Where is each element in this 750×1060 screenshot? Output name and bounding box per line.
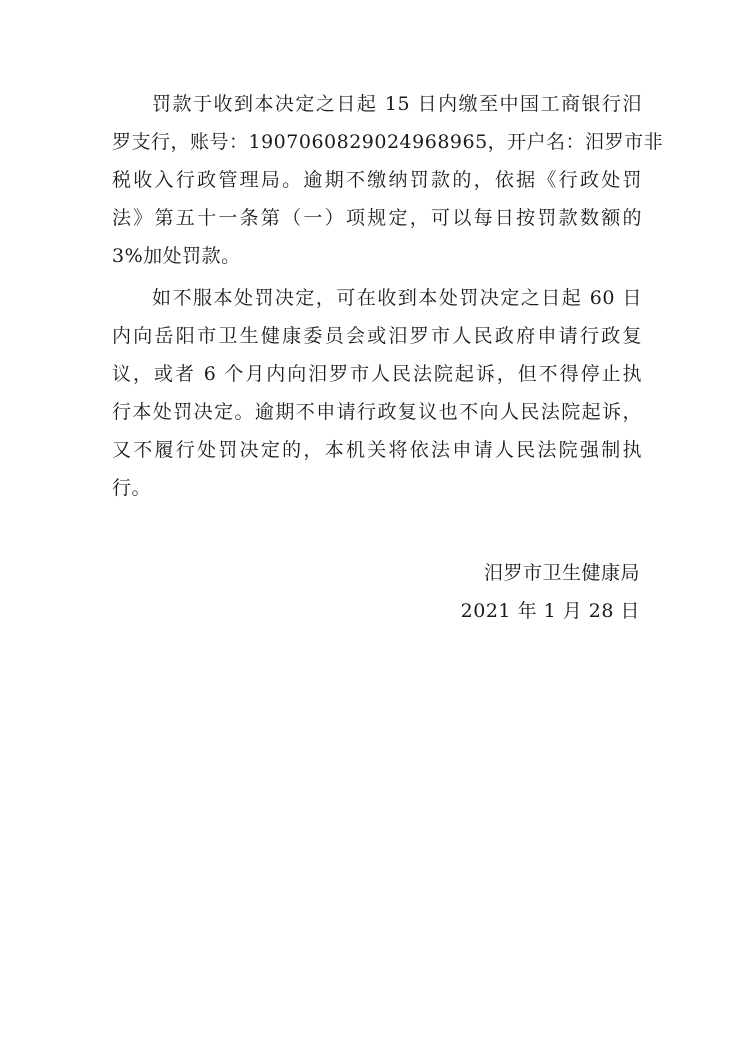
paragraph-2-line-6: 行。	[112, 477, 152, 499]
paragraph-1-line-1: 罚款于收到本决定之日起 15 日内缴至中国工商银行汨	[152, 93, 642, 115]
paragraph-1-line-3: 税收入行政管理局。逾期不缴纳罚款的，依据《行政处罚	[112, 169, 642, 191]
issuer-name: 汨罗市卫生健康局	[483, 562, 640, 584]
paragraph-2-line-5: 又不履行处罚决定的，本机关将依法申请人民法院强制执	[112, 439, 642, 461]
paragraph-1-line-4: 法》第五十一条第（一）项规定，可以每日按罚款数额的	[112, 207, 642, 229]
paragraph-2-line-2: 内向岳阳市卫生健康委员会或汨罗市人民政府申请行政复	[112, 325, 642, 347]
paragraph-2-line-1: 如不服本处罚决定，可在收到本处罚决定之日起 60 日	[152, 287, 642, 309]
paragraph-1-line-2: 罗支行，账号：1907060829024968965，开户名：汨罗市非	[112, 131, 664, 153]
paragraph-1-line-5: 3%加处罚款。	[112, 245, 241, 267]
paragraph-2-line-3: 议，或者 6 个月内向汨罗市人民法院起诉，但不得停止执	[112, 363, 642, 385]
issue-date: 2021 年 1 月 28 日	[460, 600, 640, 622]
paragraph-2-line-4: 行本处罚决定。逾期不申请行政复议也不向人民法院起诉，	[112, 401, 642, 423]
